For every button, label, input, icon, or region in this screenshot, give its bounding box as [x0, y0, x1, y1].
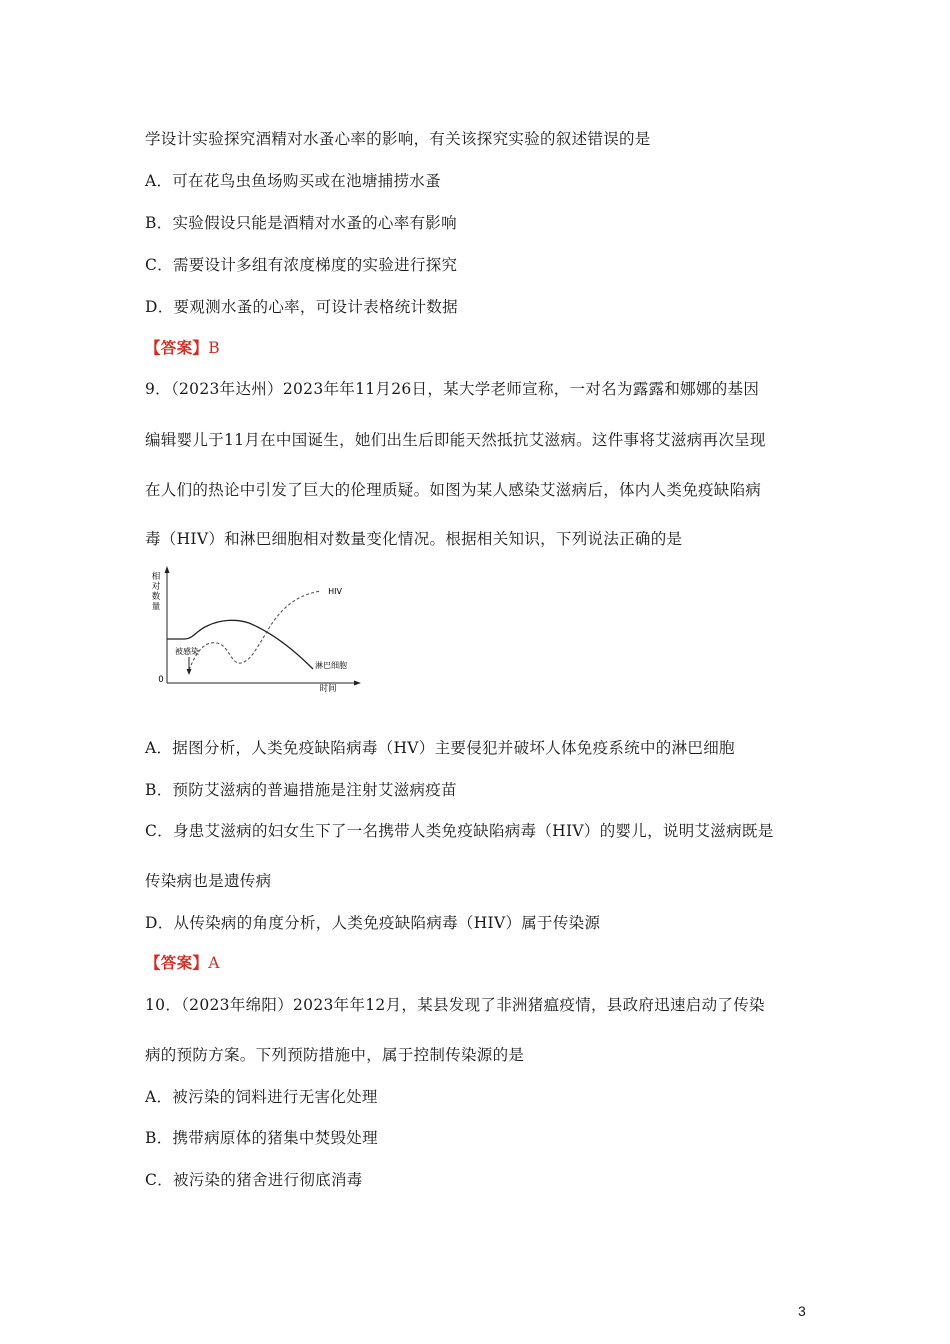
q8-answer-label: 【答案】 [145, 338, 209, 357]
lymphocyte-label: 淋巴细胞 [315, 661, 347, 670]
origin-label: 0 [158, 675, 164, 685]
q9-option-a: A．据图分析，人类免疫缺陷病毒（HV）主要侵犯并破坏人体免疫系统中的淋巴细胞 [145, 739, 735, 757]
x-axis-arrow [354, 681, 361, 686]
q8-stem: 学设计实验探究酒精对水蚤心率的影响，有关该探究实验的叙述错误的是 [145, 130, 651, 148]
page-number: 3 [798, 1303, 806, 1319]
q9-stem-line-2: 编辑婴儿于11月在中国诞生，她们出生后即能天然抵抗艾滋病。这件事将艾滋病再次呈现 [145, 431, 766, 449]
infected-label: 被感染 [175, 647, 199, 656]
y-axis-label-2: 对 [151, 582, 161, 592]
y-axis-label-3: 数 [151, 592, 161, 602]
q8-answer [145, 336, 220, 358]
infection-arrow-head [187, 669, 192, 675]
q10-option-a: A．被污染的饲料进行无害化处理 [145, 1088, 378, 1106]
q9-option-b: B．预防艾滋病的普遍措施是注射艾滋病疫苗 [145, 781, 457, 799]
q8-answer-value: B [208, 339, 220, 357]
q9-option-d: D．从传染病的角度分析，人类免疫缺陷病毒（HIV）属于传染源 [145, 914, 601, 932]
y-axis-label-1: 相 [151, 572, 161, 582]
y-axis-label-4: 量 [151, 602, 161, 612]
q9-answer-label: 【答案】 [145, 953, 209, 972]
q10-stem-line-1: 10．（2023年绵阳）2023年年12月，某县发现了非洲猪瘟疫情，县政府迅速启动了传染 [145, 996, 765, 1014]
hiv-label: HIV [328, 587, 342, 596]
q9-answer [145, 951, 220, 973]
q8-option-d: D．要观测水蚤的心率，可设计表格统计数据 [145, 298, 458, 316]
q9-answer-value: A [208, 954, 220, 972]
q9-stem-line-1: 9．（2023年达州）2023年年11月26日，某大学老师宣称，一对名为露露和娜娜的基因 [145, 380, 760, 398]
q10-stem-line-2: 病的预防方案。下列预防措施中，属于控制传染源的是 [145, 1046, 525, 1064]
q9-option-c: C．身患艾滋病的妇女生下了一名携带人类免疫缺陷病毒（HIV）的婴儿，说明艾滋病既是 [145, 822, 774, 840]
y-axis-arrow [165, 566, 170, 573]
q9-stem-line-3: 在人们的热论中引发了巨大的伦理质疑。如图为某人感染艾滋病后，体内人类免疫缺陷病 [145, 481, 762, 499]
q10-option-c: C．被污染的猪舍进行彻底消毒 [145, 1171, 363, 1189]
q9-stem-line-4: 毒（HIV）和淋巴细胞相对数量变化情况。根据相关知识，下列说法正确的是 [145, 530, 683, 548]
q8-option-b: B．实验假设只能是酒精对水蚤的心率有影响 [145, 214, 457, 232]
q10-option-b: B．携带病原体的猪集中焚毁处理 [145, 1129, 378, 1147]
hiv-lymphocyte-figure [145, 565, 375, 695]
q8-option-a: A．可在花鸟虫鱼场购买或在池塘捕捞水蚤 [145, 172, 441, 190]
q8-option-c: C．需要设计多组有浓度梯度的实验进行探究 [145, 256, 458, 274]
q9-option-c-cont: 传染病也是遗传病 [145, 872, 272, 890]
x-axis-label: 时间 [319, 684, 337, 694]
